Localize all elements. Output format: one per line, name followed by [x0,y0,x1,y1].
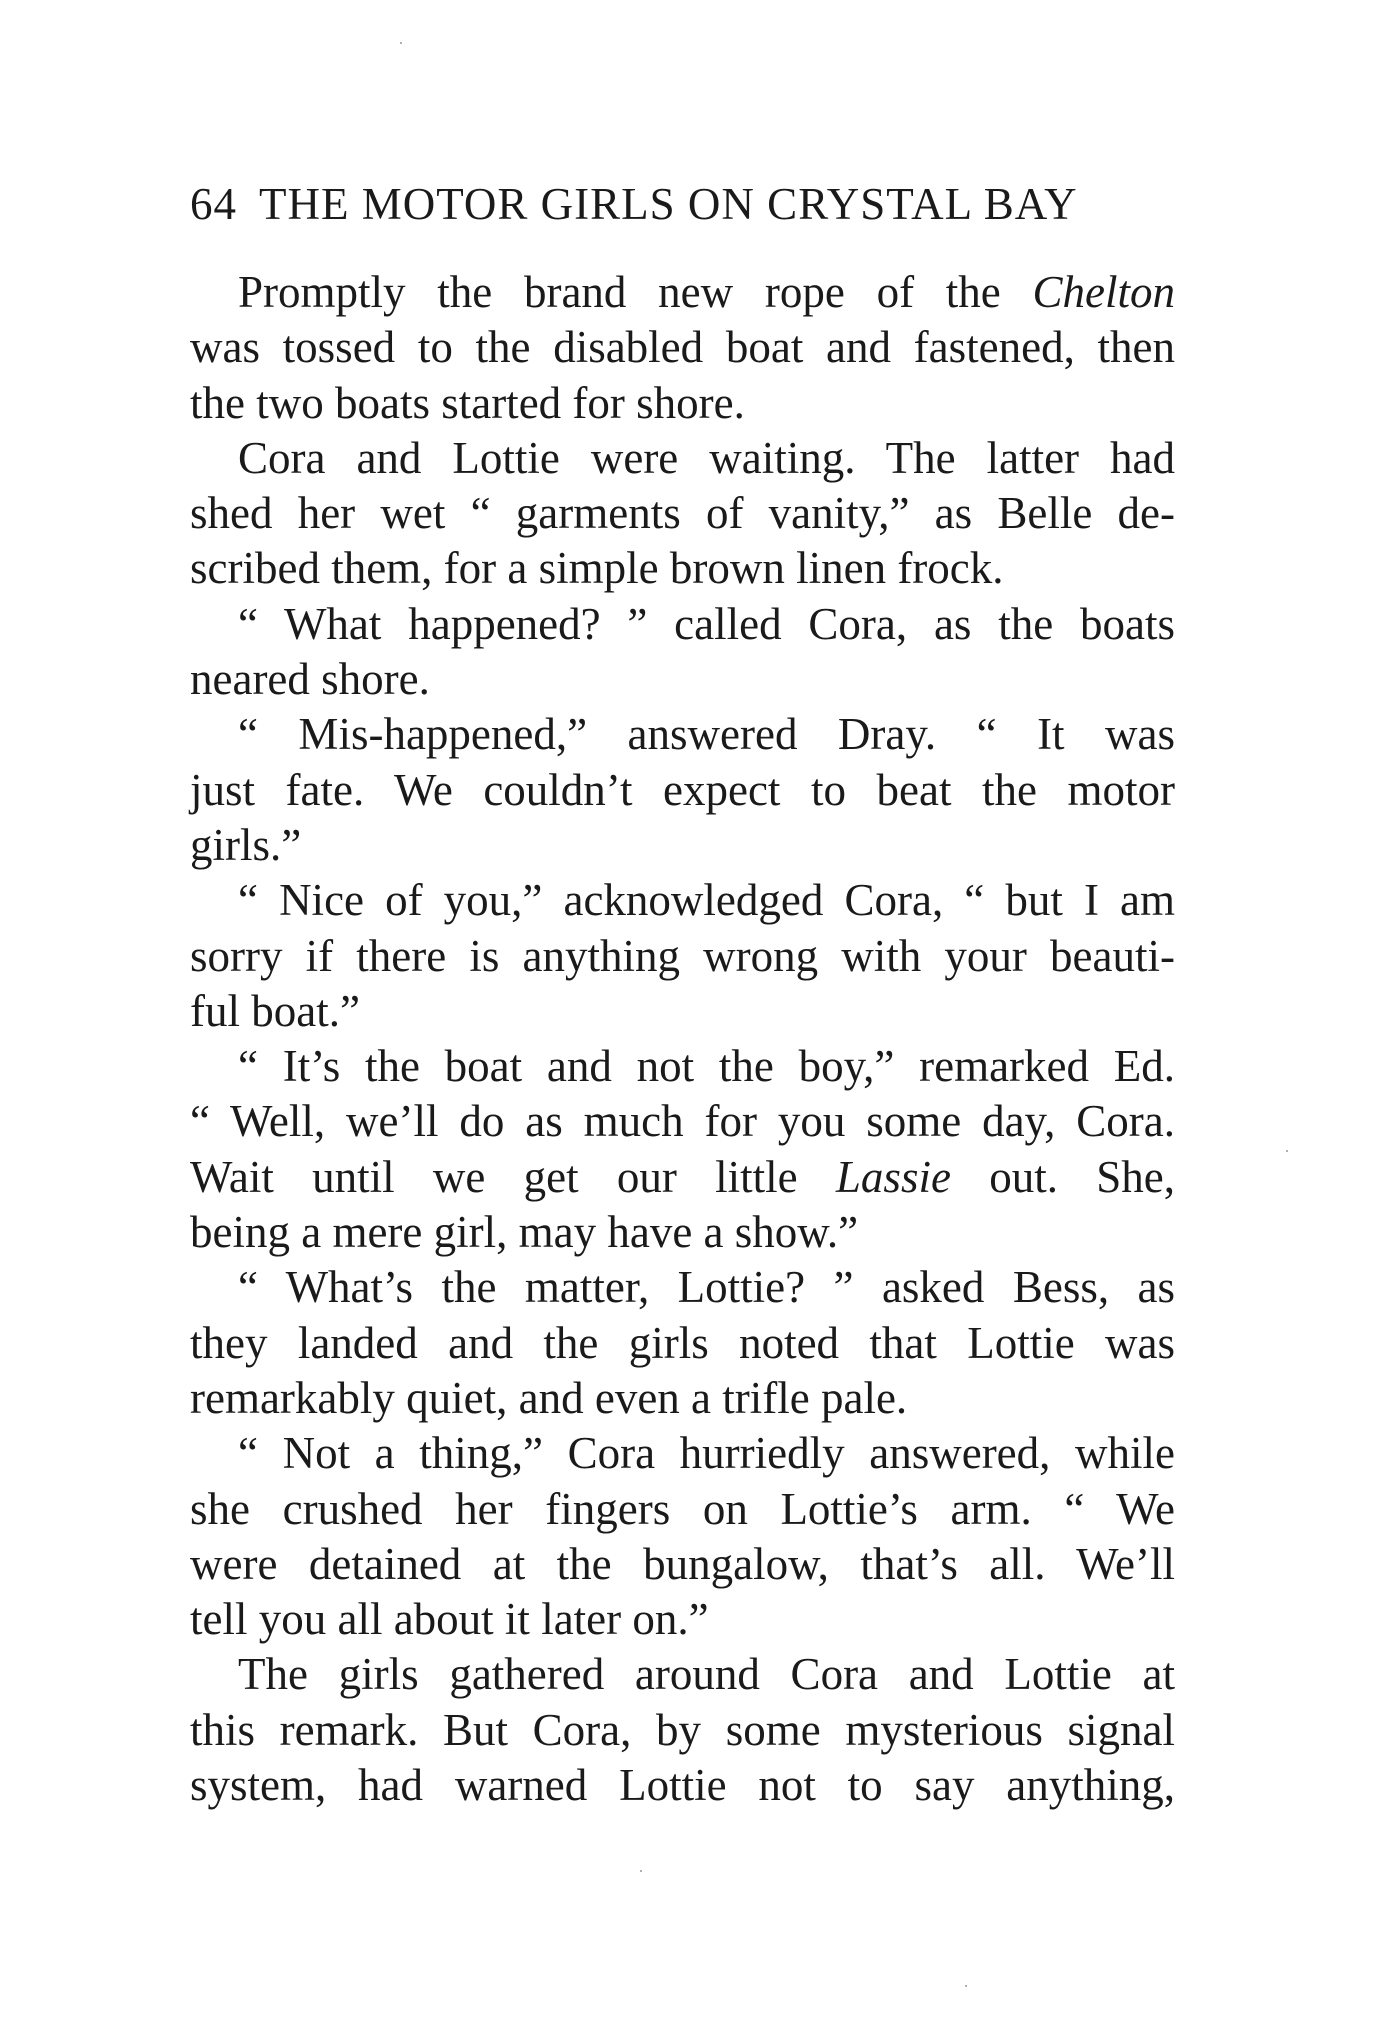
text-line: was tossed to the disabled boat and fastened, then [190,322,1175,373]
text-line: “ Mis-happened,” answered Dray. “ It was [238,709,1175,760]
text-line: she crushed her fingers on Lottie’s arm. “ We [190,1483,1175,1534]
text-line: system, had warned Lottie not to say anything, [190,1760,1175,1811]
text-line: “ It’s the boat and not the boy,” remarked Ed. [238,1041,1175,1092]
text-line: “ What happened? ” called Cora, as the boats [238,598,1175,649]
italic-boat-name: Lassie [835,1151,951,1202]
text-line: just fate. We couldn’t expect to beat the motor [190,764,1175,815]
text-line: neared shore. [190,654,430,705]
text-line: ful boat.” [190,985,360,1036]
text-line: this remark. But Cora, by some mysterious signal [190,1704,1175,1755]
text-line: the two boats started for shore. [190,377,745,428]
text-line: were detained at the bungalow, that’s all. We’ll [190,1538,1175,1589]
page-number: 64 [190,179,237,229]
text-line: tell you all about it later on.” [190,1594,709,1645]
text-line: sorry if there is anything wrong with your beauti- [190,930,1175,981]
running-header [190,178,1190,230]
body-text [190,265,1175,1813]
paper-speck [1286,1150,1288,1152]
text-line: Cora and Lottie were waiting. The latter had [238,432,1175,483]
text-line: remarkably quiet, and even a trifle pale. [190,1372,908,1423]
paper-speck [640,1870,642,1872]
running-title: THE MOTOR GIRLS ON CRYSTAL BAY [259,179,1078,229]
paper-speck [400,42,402,44]
text-line: girls.” [190,819,302,870]
paper-speck [965,1985,967,1987]
text-line: shed her wet “ garments of vanity,” as Belle de- [190,488,1175,539]
text-line: “ Not a thing,” Cora hurriedly answered, while [238,1428,1175,1479]
text-line: “ What’s the matter, Lottie? ” asked Bess, as [238,1262,1175,1313]
text-line: Promptly the brand new rope of the Chelton [238,267,1175,317]
text-line: The girls gathered around Cora and Lottie at [238,1649,1175,1700]
italic-boat-name: Chelton [1032,267,1175,317]
text-line: Wait until we get our little Lassie out. She, [190,1151,1175,1202]
text-line: scribed them, for a simple brown linen frock. [190,543,1004,594]
text-line: being a mere girl, may have a show.” [190,1207,859,1258]
text-line: they landed and the girls noted that Lottie was [190,1317,1175,1368]
text-line: “ Well, we’ll do as much for you some day, Cora. [190,1096,1175,1147]
text-line: “ Nice of you,” acknowledged Cora, “ but I am [238,875,1175,926]
